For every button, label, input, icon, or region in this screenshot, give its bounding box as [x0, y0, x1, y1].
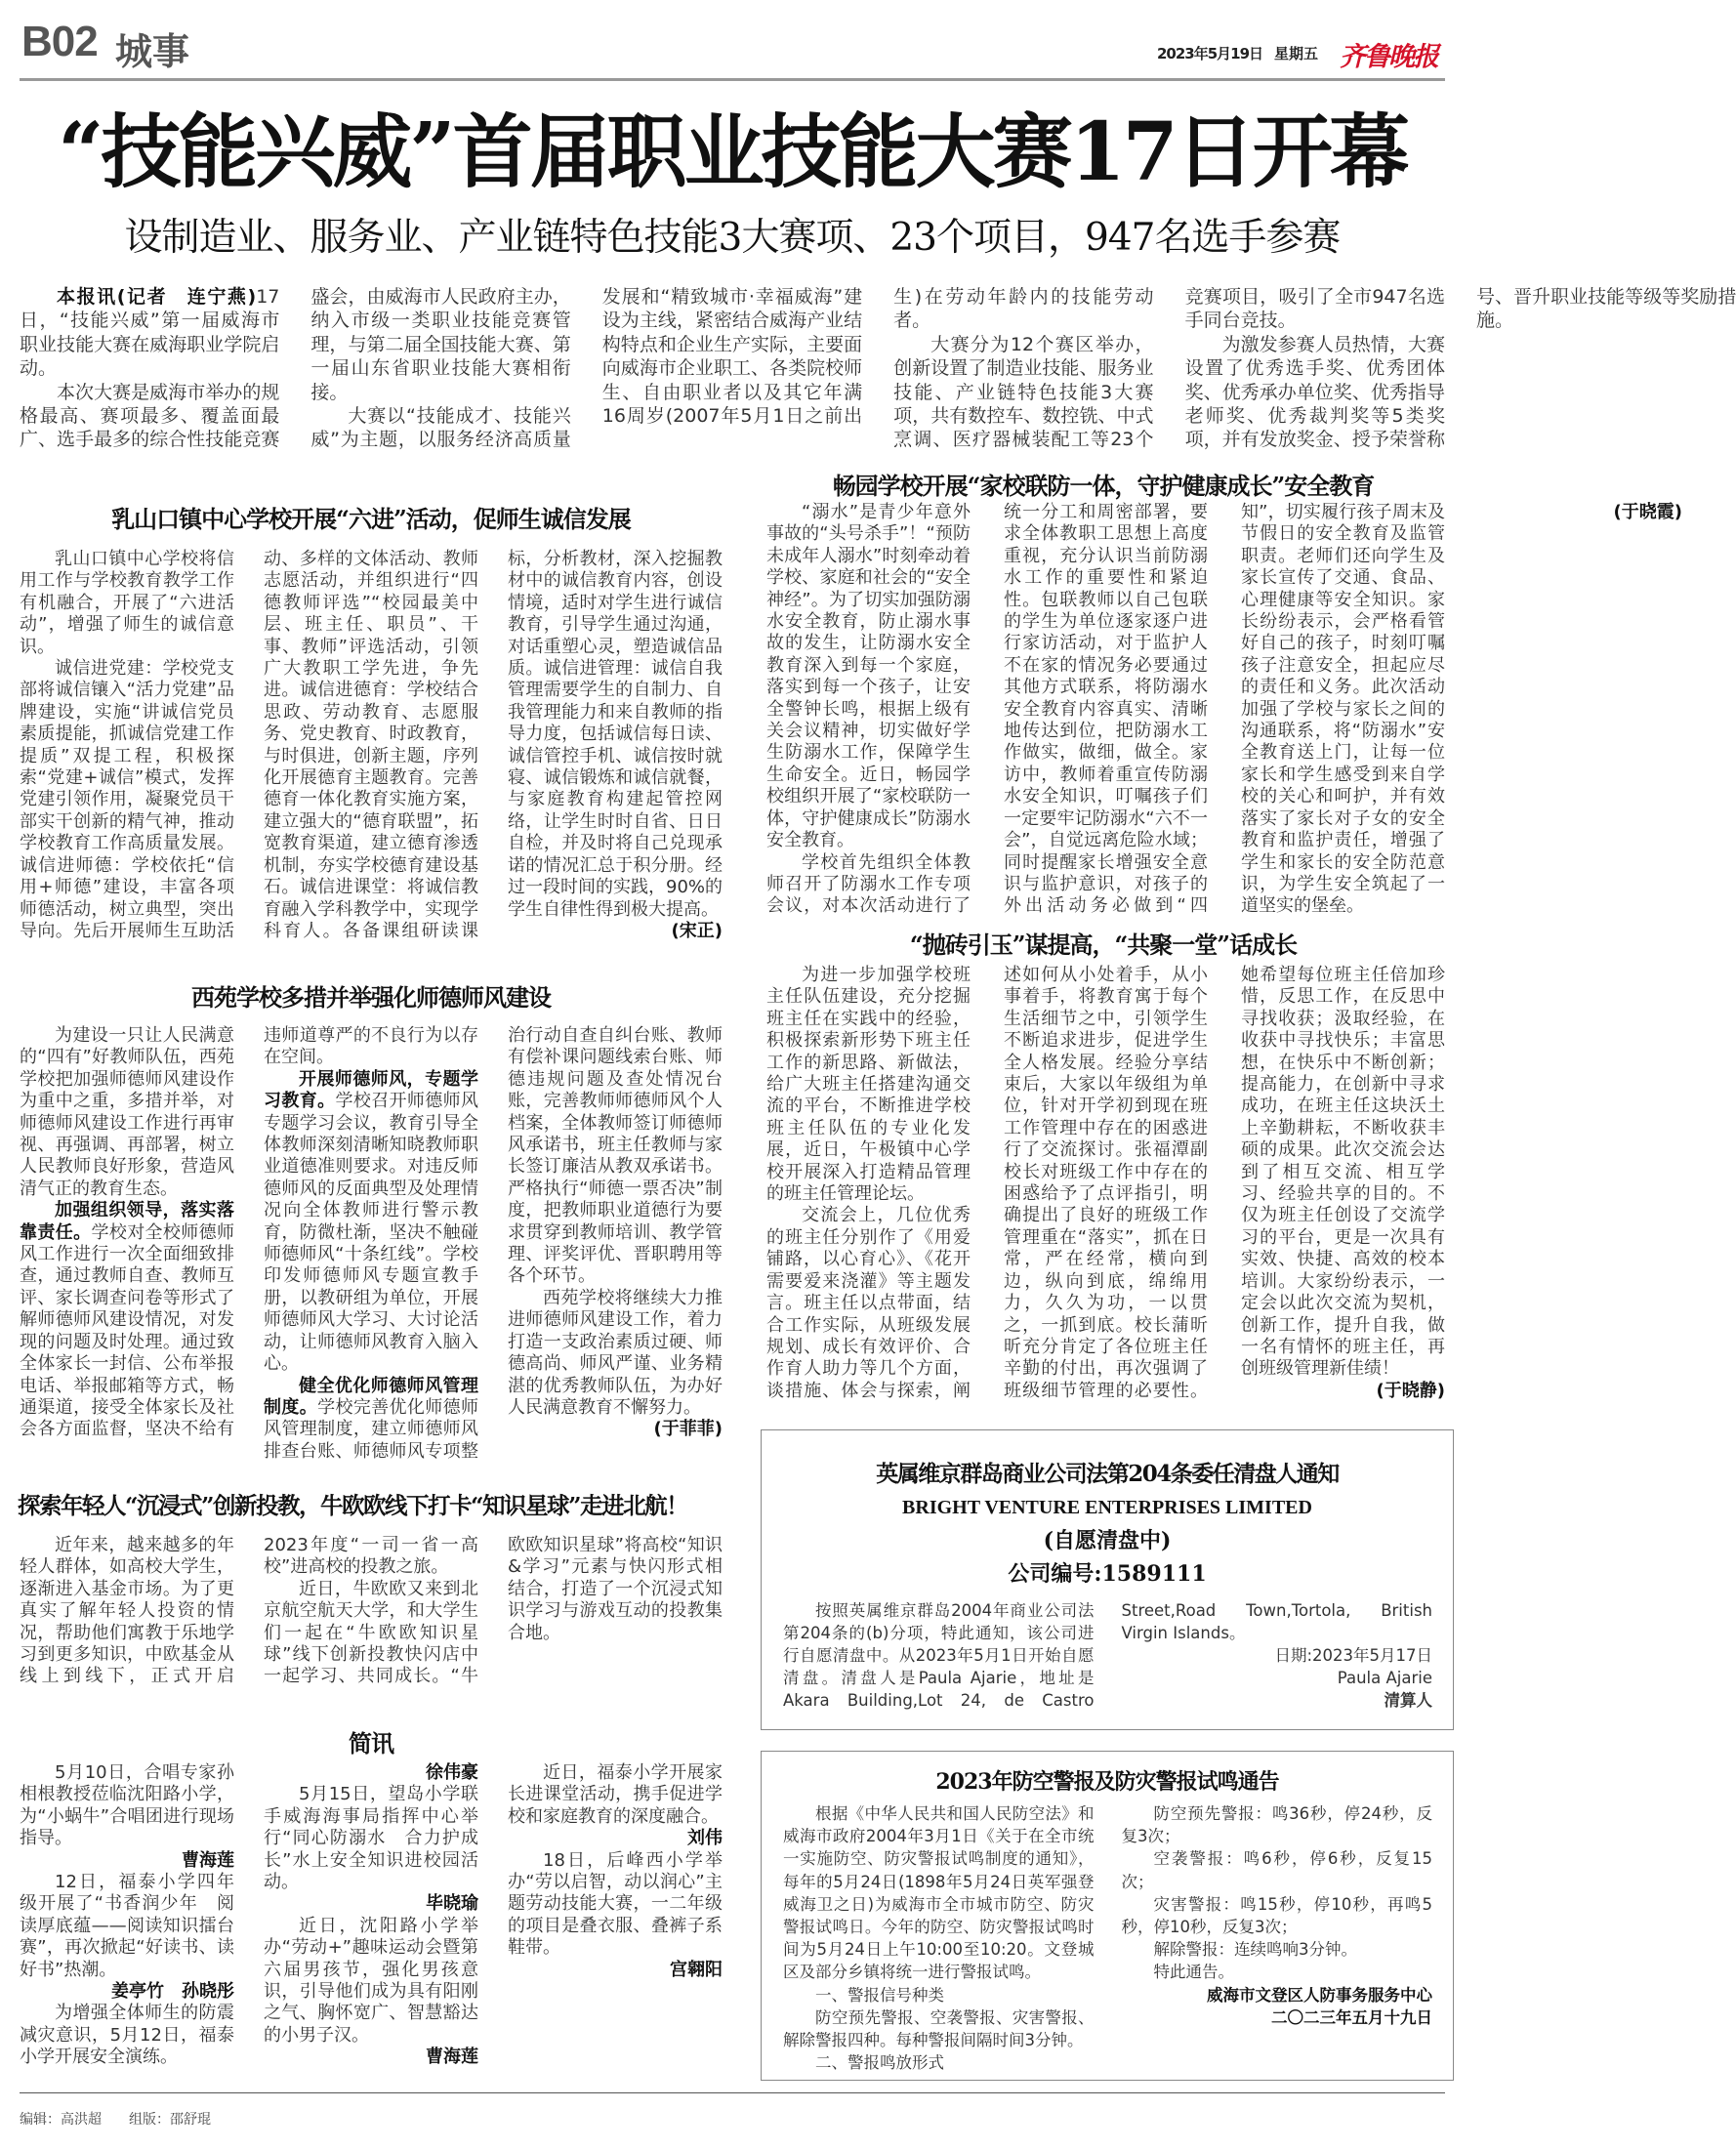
brief-text: 近日，沈阳路小学举办“劳动+”趣味运动会暨第六届男孩节，强化男孩意识，引导他们成为具有阳刚之气、胸怀宽广、智慧豁达的小男子汉。 [264, 1915, 478, 2046]
siren-paragraph: 特此通告。 [1153, 1963, 1234, 1982]
paragraph-text: 大赛以“技能成才、技能兴威”为主题，以服务经济高质量发展和“精致城市·幸福威海”建设为主线，紧密结合威海产业结构特点和企业生产实际，主要面向威海市企业职工、各类院校师生、自由职业者以及其它年满16周岁(2007年5月1日之前出生)在劳动年龄内的技能劳动者。 [310, 286, 1154, 451]
article-byline: (于晓静) [1376, 1380, 1445, 1401]
paragraph-text: 为建设一只让人民满意的“四有”好教师队伍，西苑学校把加强师德师风建设作为重中之重，多措并举，对师德师风建设工作进行再审视、再强调、再部署，树立人民教师良好形象，营造风清气正的教育生态。 [20, 1025, 234, 1199]
brief-author: 曹海莲 [182, 1849, 234, 1871]
paragraph-lead: 本报讯(记者 连宁燕) [57, 286, 257, 308]
article-body [20, 549, 723, 951]
paragraph-text: 为进一步加强学校班主任队伍建设，充分挖掘班主任在实践中的经验，积极探索新形势下班主任工作的新思路、新做法，给广大班主任搭建沟通交流的平台，不断推进学校班主任队伍的专业化发展，近日，午极镇中心学校开展深入打造精品管理的班主任管理论坛。 [766, 965, 971, 1205]
paragraph-text: 交流会上，几位优秀的班主任分别作了《用爱铺路，以心育心》、《花开需要爱来浇灌》等主题发言。班主任以点带面，结合工作实际，从班级发展规划、成长有效评价、合作育人助力等几个方面，谈措施、体会与探索，阐述如何从小处着手，从小事着手，将教育寓于每个生活细节之中，引领学生不断追求进步，促进学生全人格发展。经验分享结束后，大家以年级组为单位，针对开学初到现在班工作管理中存在的困惑进行了交流探讨。张福潭副校长对班级工作中存在的困惑给予了点评指引，明确提出了良好的班级工作管理重在“落实”，抓在日常，严在经常，横向到边，纵向到底，绵绵用力，久久为功，一以贯之，一抓到底。校长蒲昕昕充分肯定了各位班主任辛勤的付出，再次强调了班级细节管理的必要性。她希望每位班主任倍加珍惜，反思工作，在反思中寻找收获；汲取经验，在收获中寻找快乐；丰富思想，在快乐中不断创新；提高能力，在创新中寻求成功，在班主任这块沃土上辛勤耕耘，不断收获丰硕的成果。此次交流会达到了相互交流、相互学习、经验共享的目的。不仅为班主任创设了交流学习的平台，更是一次具有实效、快捷、高效的校本培训。大家纷纷表示，一定会以此次交流为契机，创新工作，提升自我，做一名有情怀的班主任，再创班级管理新佳绩！ [766, 965, 1445, 1401]
brief-text: 18日，后峰西小学举办“劳以启智，动以润心”主题劳动技能大赛，一二年级的项目是叠衣服、叠裤子系鞋带。 [508, 1849, 723, 1959]
lead-subheadline: 设制造业、服务业、产业链特色技能3大赛项、23个项目，947名选手参赛 [124, 216, 1341, 260]
paragraph-text: “溺水”是青少年意外事故的“头号杀手”！“预防未成年人溺水”时刻牵动着学校、家庭和社会的“安全神经”。为了切实加强防溺水安全教育，防止溺水事故的发生，让防溺水安全教育深入到每一个家庭，落实到每一个孩子，让安全警钟长鸣，根据上级有关会议精神，切实做好学生防溺水工作，保障学生生命安全。近日，畅园学校组织开展了“家校联防一体，守护健康成长”防溺水安全教育。 [766, 502, 971, 851]
siren-paragraph: 二、警报鸣放形式 [815, 2053, 944, 2073]
article-byline: (宋正) [671, 920, 723, 941]
article-body [20, 1025, 723, 1465]
section-name: 城事 [115, 29, 190, 73]
brief-author: 姜亭竹 孙晓彤 [111, 1981, 234, 2003]
siren-paragraph: 空袭警报：鸣6秒，停6秒，反复15次； [1121, 1849, 1432, 1891]
article-paragraph [20, 1025, 234, 1200]
page-footer [20, 2109, 211, 2129]
notice-signer: Paula Ajarie [1337, 1669, 1432, 1687]
article-title: 探索年轻人“沉浸式”创新投教，牛欧欧线下打卡“知识星球”走进北航！ [18, 1492, 688, 1519]
siren-notice-title: 2023年防空警报及防灾警报试鸣通告 [935, 1769, 1279, 1795]
paragraph-text: 大赛分为12个赛区举办，创新设置了制造业技能、服务业技能、产业链特色技能3大赛项，共有数控车、数控铣、中式烹调、医疗器械装配工等23个竞赛项目，吸引了全市947名选手同台竞技。 [893, 286, 1445, 451]
article-paragraph [20, 285, 279, 381]
layout-credit: 组版：邵舒琨 [129, 2112, 211, 2128]
paragraph-text: 学校召开师德师风专题学习会议，教育引导全体教师深刻清晰知晓教师职业道德准则要求。对违反师德师风的反面典型及处理情况向全体教师进行警示教育，防微杜渐，坚决不触碰师德师风“十条红线”。学校印发师德师风专题宣教手册，以教研组为单位，开展师德师风大学习、大讨论活动，让师德师风教育入脑入心。 [264, 1091, 479, 1375]
editor-credit: 编辑：高洪超 [20, 2112, 102, 2128]
article-title: 西苑学校多措并举强化师德师风建设 [191, 983, 551, 1012]
brief-author: 曹海莲 [426, 2047, 478, 2068]
paragraph-text: 本次大赛是威海市举办的规格最高、赛项最多、覆盖面最广、选手最多的综合性技能竞赛盛会，由威海市人民政府主办，纳入市级一类职业技能竞赛管理，与第二届全国技能大赛、第一届山东省职业技能大赛相衔接。 [20, 286, 571, 451]
brief-item [508, 1850, 723, 1981]
article-paragraph [766, 965, 971, 1205]
lead-headline: “技能兴威”首届职业技能大赛17日开幕 [58, 105, 1407, 199]
section-code: B02 [21, 18, 98, 65]
issue-date: 2023年5月19日 [1157, 45, 1263, 62]
notice-body: 按照英属维京群岛2004年商业公司法第204条的(b)分项，特此通知，该公司进行自愿清盘中。从2023年5月1日开始自愿清盘。清盘人是Paula Ajarie，地址是Akara Building,Lot 24, de Castro Street,Road Town,Tortola, British Virgin Islands。 [783, 1601, 1432, 1710]
paragraph-text: 近年来，越来越多的年轻人群体，如高校大学生，逐渐进入基金市场。为了更真实了解年轻人投资的情况，帮助他们寓教于乐地学习到更多知识，中欧基金从线上到线下，正式开启2023年度“一司一省一高校”进高校的投教之旅。 [20, 1535, 478, 1687]
footer-rule [20, 2092, 1445, 2093]
paragraph-text: 学校首先组织全体教师召开了防溺水工作专项会议，对本次活动进行了统一分工和周密部署，要求全体教职工思想上高度重视，充分认识当前防溺水工作的重要性和紧迫性。包联教师以自己包联的学生为单位逐家逐户进行家访活动，对于监护人不在家的情况务必要通过其他方式联系，将防溺水安全教育内容真实、清晰地传达到位，把防溺水工作做实，做细，做全。家访中，教师着重宣传防溺水安全知识，叮嘱孩子们一定要牢记防溺水“六不一会”，自觉远离危险水域；同时提醒家长增强安全意识与监护意识，对孩子的外出活动务必做到“四知”，切实履行孩子周末及节假日的安全教育及监管职责。老师们还向学生及家长宣传了交通、食品、心理健康等安全知识。家长纷纷表示，会严格看管好自己的孩子，时刻叮嘱孩子注意安全，担起应尽的责任和义务。此次活动加强了学校与家长之间的沟通联系，将“防溺水”安全教育送上门，让每一位家长和学生感受到来自学校的关心和呵护，并有效落实了家长对子女的安全教育和监护责任，增强了学生和家长的安全防范意识，为学生安全筑起了一道坚实的堡垒。 [766, 502, 1445, 917]
siren-notice [761, 1751, 1454, 2081]
siren-paragraph: 防空预先警报：鸣36秒，停24秒，反复3次； [1121, 1804, 1432, 1846]
company-english-name: BRIGHT VENTURE ENTERPRISES LIMITED [902, 1497, 1312, 1518]
article-paragraph [508, 1288, 723, 1419]
brief-item [508, 1762, 723, 1850]
siren-paragraph: 防空预先警报、空袭警报、灾害警报、解除警报四种。每种警报间隔时间3分钟。 [783, 2007, 1095, 2050]
brief-author: 毕晓瑜 [426, 1893, 478, 1915]
article-paragraph [766, 502, 971, 852]
siren-issue-date: 二〇二三年五月十九日 [1271, 2007, 1432, 2027]
brief-text: 为增强全体师生的防震减灾意识，5月12日，福泰小学开展安全演练。 [20, 2003, 234, 2068]
header-rule [20, 78, 1445, 81]
article-byline: (于菲菲) [653, 1419, 723, 1440]
paragraph-lead: 健全优化师德师风管理制度。 [264, 1375, 478, 1418]
article-body [20, 1535, 723, 1701]
paper-logo: 齐鲁晚报 [1340, 42, 1437, 72]
article-title: “抛砖引玉”谋提高，“共聚一堂”话成长 [909, 931, 1298, 959]
notice-title: 英属维京群岛商业公司法第204条委任清盘人通知 [876, 1461, 1339, 1487]
brief-text: 5月15日，望岛小学联手威海海事局指挥中心举行“同心防溺水 合力护成长”水上安全知识进校园活动。 [264, 1784, 478, 1893]
paragraph-text: 西苑学校将继续大力推进师德师风建设工作，着力打造一支政治素质过硬、师德高尚、师风严谨、业务精湛的优秀教师队伍，为办好人民满意教育不懈努力。 [508, 1287, 723, 1418]
notice-signer-role: 清算人 [1384, 1691, 1432, 1710]
liquidation-status: (自愿清盘中) [1043, 1528, 1172, 1553]
notice-date: 日期:2023年5月17日 [1274, 1646, 1432, 1665]
brief-item [264, 1916, 478, 2069]
paragraph-text: 诚信进党建：学校党支部将诚信镶入“活力党建”品牌建设，实施“讲诚信党员素质提能，抓诚信党建工作提质”双提工程，积极探索“党建+诚信”模式，发挥党建引领作用，凝聚党员干部实干创新的精气神，推动学校教育工作高质量发展。诚信进师德：学校依托“信用+师德”建设，丰富各项师德活动，树立典型，突出导向。先后开展师生互助活动、多样的文体活动、教师志愿活动，并组织进行“四德教师评选”“校园最美中层、班主任、职员”、干事、教师”评选活动，引领广大教职工学先进，争先进。诚信进德育：学校结合思政、劳动教育、志愿服务、党史教育、时政教育，与时俱进，创新主题，序列化开展德育主题教育。完善德育一体化教育实施方案，建立强大的“德育联盟”，拓宽教育渠道，建立德育渗透机制，夯实学校德育建设基石。诚信进课堂：将诚信教育融入学科教学中，实现学科育人。各备课组研读课标，分析教材，深入挖掘教材中的诚信教育内容，创设情境，适时对学生进行诚信教育，引导学生通过沟通，对话重塑心灵，塑造诚信品质。诚信进管理：诚信自我管理需要学生的自制力、自我管理能力和来自教师的指导力度，包括诚信每日读、诚信管控手机、诚信按时就寝、诚信锻炼和诚信就餐，与家庭教育构建起管控网络，让学生时时自省、日日自检，并及时将自己兑现承诺的情况汇总于积分册。经过一段时间的实践，90%的学生自律性得到极大提高。 [20, 549, 723, 941]
brief-item [20, 1762, 234, 1872]
issue-weekday: 星期五 [1274, 45, 1319, 62]
lead-story-body [20, 285, 1736, 461]
article-paragraph [20, 549, 234, 658]
article-title: 乳山口镇中心学校开展“六进”活动，促师生诚信发展 [111, 505, 631, 533]
paragraph-text: 为激发参赛人员热情，大赛设置了优秀选手奖、优秀团体奖、优秀承办单位奖、优秀指导老师奖、优秀裁判奖等5类奖项，并有发放奖金、授予荣誉称号、晋升职业技能等级等奖励措施。 [1184, 286, 1736, 451]
article-byline: (于晓霞) [1613, 502, 1682, 522]
brief-author: 宫翱阳 [670, 1959, 723, 1980]
brief-author: 徐伟豪 [426, 1762, 478, 1783]
article-paragraph [264, 1069, 478, 1376]
brief-author: 刘伟 [687, 1828, 723, 1849]
paragraph-text: 近日，牛欧欧又来到北京航空航天大学，和大学生们一起在“牛欧欧知识星球”线下创新投教快闪店中一起学习、共同成长。“牛欧欧知识星球”将高校“知识&学习”元素与快闪形式相结合，打造了一个沉浸式知识学习与游戏互动的投教集合地。 [264, 1535, 723, 1687]
briefs-body [20, 1762, 723, 2085]
briefs-title: 简讯 [349, 1729, 393, 1758]
paragraph-lead: 加强组织领导，落实落靠责任。 [20, 1200, 234, 1243]
company-number: 公司编号:1589111 [1008, 1561, 1207, 1587]
brief-item [20, 1872, 234, 2003]
siren-paragraph: 一、警报信号种类 [815, 1985, 944, 2005]
siren-issuer: 威海市文登区人防事务服务中心 [1207, 1985, 1432, 2005]
paragraph-text: 学校完善优化师德师风管理制度，建立师德师风排查台账、师德师风专项整治行动自查自纠台账、教师有偿补课问题线索台账、师德违规问题及查处情况台账，完善教师师德师风个人档案，全体教师签订师德师风承诺书，班主任教师与家长签订廉洁从教双承诺书。严格执行“师德一票否决”制度，把教师职业道德行为要求贯穿到教师培训、教学管理、评奖评优、晋职聘用等各个环节。 [264, 1025, 723, 1462]
siren-paragraph: 根据《中华人民共和国人民防空法》和威海市政府2004年3月1日《关于在全市统一实施防空、防灾警报试鸣制度的通知》，每年的5月24日(1898年5月24日英军强登威海卫之日)为威海市全市城市防空、防灾警报试鸣日。今年的防空、防灾警报试鸣时间为5月24日上午10:00至10:20。文登城区及部分乡镇将统一进行警报试鸣。 [783, 1804, 1095, 1982]
siren-notice-body [783, 1802, 1432, 2078]
paragraph-text: 学校对全校师德师风工作进行一次全面细致排查，通过教师自查、教师互评、家长调查问卷等形式了解师德师风建设情况，对发现的问题及时处理。通过致全体家长一封信、公布举报电话、举报邮箱等方式，畅通渠道，接受全体家长及社会各方面监督，坚决不给有违师道尊严的不良行为以存在空间。 [20, 1025, 478, 1440]
siren-paragraph: 解除警报：连续鸣响3分钟。 [1153, 1940, 1357, 1960]
liquidation-notice [761, 1429, 1454, 1730]
brief-text: 近日，福泰小学开展家长进课堂活动，携手促进学校和家庭教育的深度融合。 [508, 1762, 723, 1827]
paragraph-text: 乳山口镇中心学校将信用工作与学校教育教学工作有机融合，开展了“六进活动”，增强了师生的诚信意识。 [20, 549, 234, 657]
brief-item [264, 1784, 478, 1915]
paragraph-lead: 开展师德师风，专题学习教育。 [264, 1068, 478, 1112]
article-title: 畅园学校开展“家校联防一体，守护健康成长”安全教育 [832, 472, 1375, 500]
siren-paragraph: 灾害警报：鸣15秒，停10秒，再鸣5秒，停10秒，反复3次； [1121, 1894, 1432, 1937]
brief-text: 12日，福泰小学四年级开展了“书香润少年 阅读厚底蕴——阅读知识擂台赛”，再次掀起“好读书、读好书”热潮。 [20, 1872, 234, 1980]
article-body [766, 502, 1682, 922]
paragraph-text: 17日，“技能兴威”第一届威海市职业技能大赛在威海职业学院启动。 [20, 286, 280, 380]
brief-text: 5月10日，合唱专家孙相根教授莅临沈阳路小学，为“小蜗牛”合唱团进行现场指导。 [20, 1762, 234, 1849]
article-body [766, 965, 1445, 1404]
